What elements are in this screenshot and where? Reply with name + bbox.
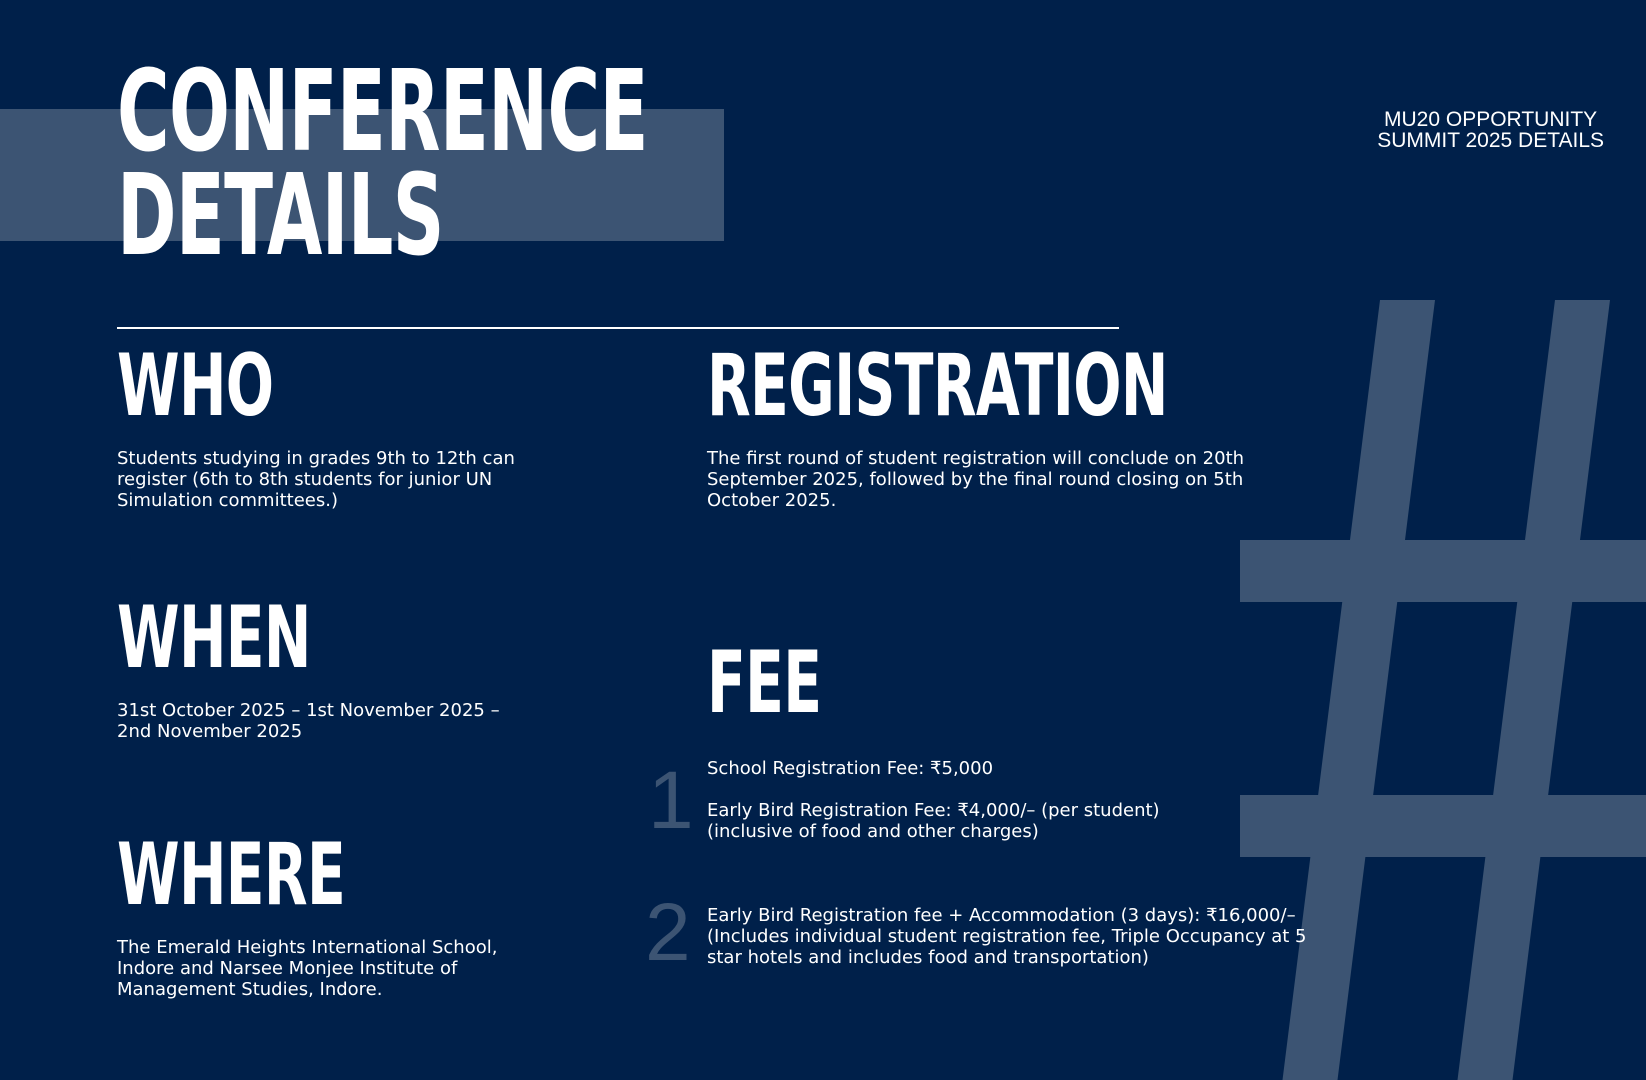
where-line-3: Management Studies, Indore. xyxy=(117,979,383,1000)
early-bird-fee xyxy=(707,800,1160,842)
early-bird-line-1: Early Bird Registration Fee: ₹4,000/– (per student) xyxy=(707,800,1160,821)
where-line-1: The Emerald Heights International School, xyxy=(117,937,498,958)
school-registration-fee: School Registration Fee: ₹5,000 xyxy=(707,758,994,779)
accommodation-line-1: Early Bird Registration fee + Accommodation (3 days): ₹16,000/– xyxy=(707,905,1296,926)
fee-heading: FEE xyxy=(707,633,822,733)
fee-number-1: 1 xyxy=(648,755,694,846)
summit-label xyxy=(1377,109,1604,151)
where-heading: WHERE xyxy=(117,825,346,925)
registration-line-2: September 2025, followed by the final round closing on 5th xyxy=(707,469,1244,490)
section-divider xyxy=(117,327,1119,329)
page-title-line-2: DETAILS xyxy=(117,151,444,281)
accommodation-line-2: (Includes individual student registration fee, Triple Occupancy at 5 xyxy=(707,926,1307,947)
summit-label-line-2: SUMMIT 2025 DETAILS xyxy=(1377,129,1604,152)
when-line-2: 2nd November 2025 xyxy=(117,721,303,742)
who-description xyxy=(117,448,561,511)
registration-line-3: October 2025. xyxy=(707,490,837,511)
registration-description xyxy=(707,448,1267,511)
registration-heading: REGISTRATION xyxy=(707,336,1168,436)
who-heading: WHO xyxy=(117,336,274,436)
registration-line-1: The first round of student registration will conclude on 20th xyxy=(707,448,1245,469)
who-line-3: Simulation committees.) xyxy=(117,490,338,511)
who-line-1: Students studying in grades 9th to 12th can xyxy=(117,448,515,469)
early-bird-line-2: (inclusive of food and other charges) xyxy=(707,821,1039,842)
accommodation-fee xyxy=(707,905,1307,968)
page-title xyxy=(117,47,648,281)
where-line-2: Indore and Narsee Monjee Institute of xyxy=(117,958,458,979)
page-title-line-1: CONFERENCE xyxy=(117,47,648,177)
fee-number-2: 2 xyxy=(645,887,691,978)
accommodation-line-3: star hotels and includes food and transportation) xyxy=(707,947,1149,968)
who-line-2: register (6th to 8th students for junior UN xyxy=(117,469,493,490)
where-description xyxy=(117,937,561,1000)
when-heading: WHEN xyxy=(117,588,311,688)
when-line-1: 31st October 2025 – 1st November 2025 – xyxy=(117,700,500,721)
when-description xyxy=(117,700,577,742)
summit-label-line-1: MU20 OPPORTUNITY xyxy=(1384,108,1598,131)
